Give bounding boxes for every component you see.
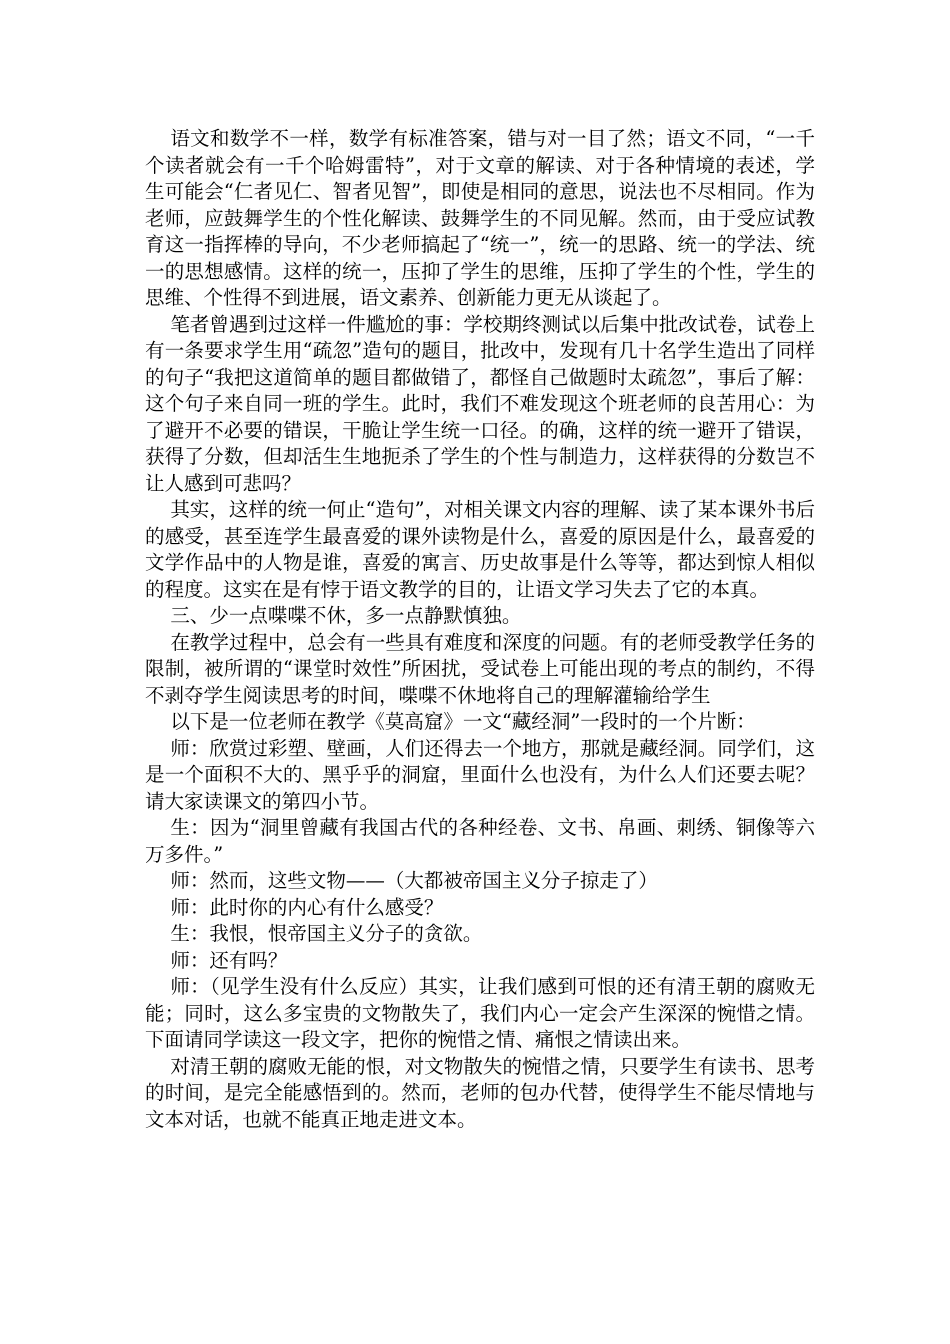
dialogue-line-teacher-3: 师：此时你的内心有什么感受？ [170,895,444,919]
paragraph-example-intro: 以下是一位老师在教学《莫高窟》一文“藏经洞”一段时的一个片断： [170,710,756,733]
paragraph-teaching-process: 在教学过程中，总会有一些具有难度和深度的问题。有的老师受教学任务的限制，被所谓的“课堂时效性”所困扰，受试卷上可能出现的考点的制约，不得不剥夺学生阅读思考的时间，喋喋不休地将自己的理解灌输给学生 [145,630,815,707]
dialogue-line-teacher-2: 师：然而，这些文物——（大都被帝国主义分子掠走了） [170,869,658,892]
paragraph-standard-answers: 语文和数学不一样，数学有标准答案，错与对一目了然；语文不同，“一千个读者就会有一千个哈姆雷特”，对于文章的解读、对于各种情境的表述，学生可能会“仁者见仁、智者见智”，即使是相同的意思，说法也不尽相同。作为老师，应鼓舞学生的个性化解读、鼓舞学生的不同见解。然而，由于受应试教育这一指挥棒的导向，不少老师搞起了“统一”，统一的思路、统一的学法、统一的思想感情。这样的统一，压抑了学生的思维，压抑了学生的个性，学生的思维、个性得不到进展，语文素养、创新能力更无从谈起了。 [145,127,815,309]
dialogue-line-teacher-1: 师：欣赏过彩塑、壁画，人们还得去一个地方，那就是藏经洞。同学们，这是一个面积不大的、黑乎乎的洞窟，里面什么也没有，为什么人们还要去呢？请大家读课文的第四小节。 [145,736,815,813]
dialogue-line-student-1: 生：因为“洞里曾藏有我国古代的各种经卷、文书、帛画、刺绣、铜像等六万多件。” [145,816,815,866]
document-body [145,126,815,1133]
dialogue-line-teacher-5: 师：（见学生没有什么反应）其实，让我们感到可恨的还有清王朝的腐败无能；同时，这么多宝贵的文物散失了，我们内心一定会产生深深的惋惜之情。下面请同学读这一段文字，把你的惋惜之情、痛恨之情读出来。 [145,975,815,1051]
paragraph-conclusion: 对清王朝的腐败无能的恨，对文物散失的惋惜之情，只要学生有读书、思考的时间，是完全能感悟到的。然而，老师的包办代替，使得学生不能尽情地与文本对话，也就不能真正地走进文本。 [145,1054,815,1131]
section-heading-three: 三、少一点喋喋不休，多一点静默慎独。 [170,604,522,627]
paragraph-uniformity: 其实，这样的统一何止“造句”，对相关课文内容的理解、读了某本课外书后的感受，甚至连学生最喜爱的课外读物是什么，喜爱的原因是什么，最喜爱的文学作品中的人物是谁，喜爱的寓言、历史故事是什么等等，都达到惊人相似的程度。这实在是有悖于语文教学的目的，让语文学习失去了它的本真。 [145,498,815,601]
dialogue-line-teacher-4: 师：还有吗？ [170,948,288,972]
paragraph-awkward-incident: 笔者曾遇到过这样一件尴尬的事：学校期终测试以后集中批改试卷，试卷上有一条要求学生用“疏忽”造句的题目，批改中，发现有几十名学生造出了同样的句子“我把这道简单的题目都做错了，都怪自己做题时太疏忽”，事后了解：这个句子来自同一班的学生。此时，我们不难发现这个班老师的良苦用心：为了避开不必要的错误，干脆让学生统一口径。的确，这样的统一避开了错误，获得了分数，但却活生生地扼杀了学生的个性与制造力，这样获得的分数岂不让人感到可悲吗？ [145,312,815,495]
dialogue-line-student-2: 生：我恨，恨帝国主义分子的贪欲。 [170,922,483,945]
